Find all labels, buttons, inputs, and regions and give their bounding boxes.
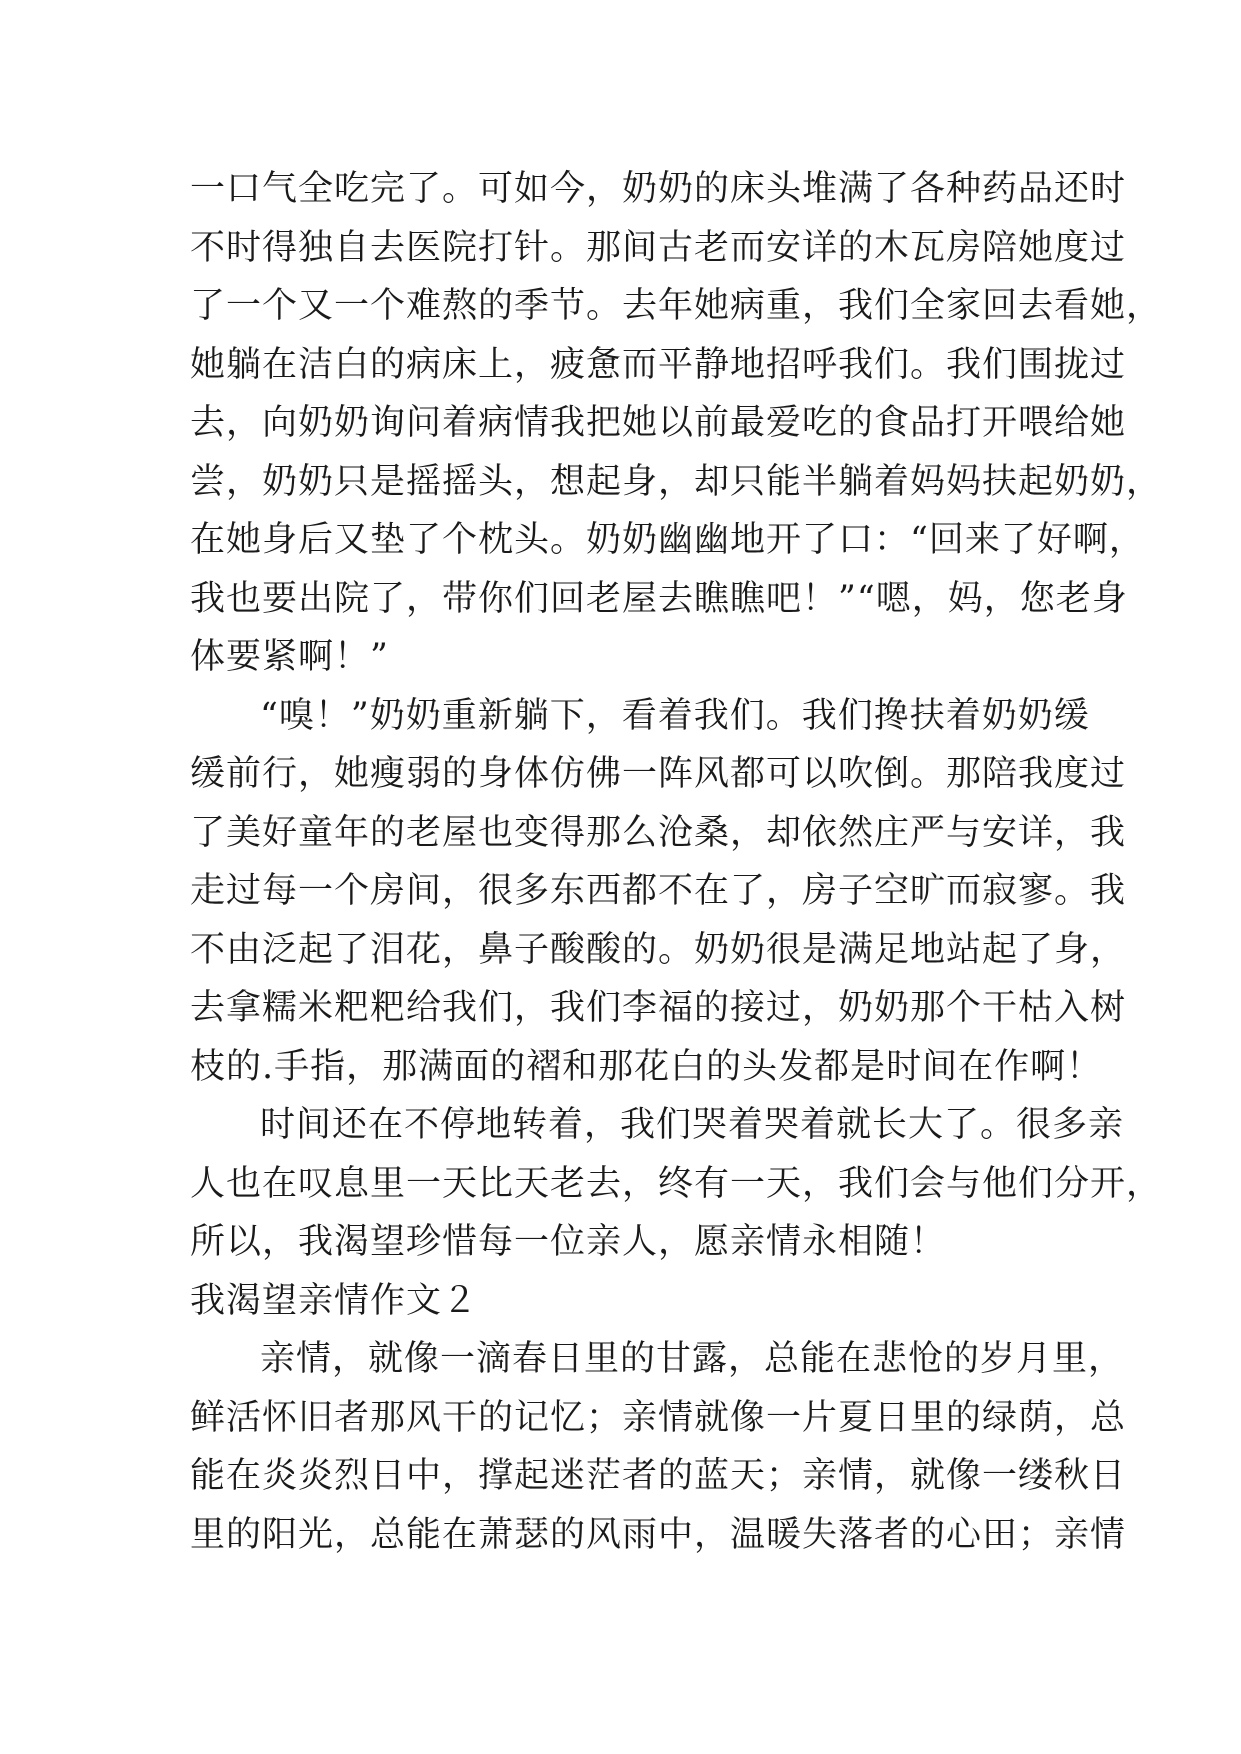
text-line: 走过每一个房间，很多东西都不在了，房子空旷而寂寥。我 [190,871,1127,911]
text-line: 了美好童年的老屋也变得那么沧桑，却依然庄严与安详，我 [190,812,1127,853]
text-line: 我也要出院了，带你们回老屋去瞧瞧吧！”“嗯，妈，您老身 [190,578,1128,619]
text-line: 里的阳光，总能在萧瑟的风雨中，温暖失落者的心田；亲情 [190,1514,1127,1555]
text-line: 不时得独自去医院打针。那间古老而安详的木瓦房陪她度过 [190,227,1127,268]
text-line: 一口气全吃完了。可如今，奶奶的床头堆满了各种药品还时 [190,169,1127,209]
text-line: 去，向奶奶询问着病情我把她以前最爱吃的食品打开喂给她 [190,403,1127,443]
text-line: 人也在叹息里一天比天老去，终有一天，我们会与他们分开， [190,1163,1163,1204]
section-heading: 我渴望亲情作文２ [190,1280,479,1321]
text-line: 她躺在洁白的病床上，疲惫而平静地招呼我们。我们围拢过 [190,344,1127,385]
text-line: 尝，奶奶只是摇摇头，想起身，却只能半躺着妈妈扶起奶奶， [190,461,1163,502]
text-line: 缓前行，她瘦弱的身体仿佛一阵风都可以吹倒。那陪我度过 [190,754,1127,794]
text-line: 了一个又一个难熬的季节。去年她病重，我们全家回去看她， [190,286,1163,326]
text-line: 鲜活怀旧者那风干的记忆；亲情就像一片夏日里的绿荫，总 [190,1397,1127,1438]
paragraph-first-line: “嗅！”奶奶重新躺下，看着我们。我们搀扶着奶奶缓 [260,695,1090,736]
text-line: 不由泛起了泪花，鼻子酸酸的。奶奶很是满足地站起了身， [190,929,1127,970]
text-line: 所以，我渴望珍惜每一位亲人，愿亲情永相随！ [190,1222,947,1262]
paragraph-first-line: 时间还在不停地转着，我们哭着哭着就长大了。很多亲 [260,1105,1125,1145]
text-line: 枝的.手指，那满面的褶和那花白的头发都是时间在作啊！ [190,1046,1103,1087]
text-line: 体要紧啊！” [190,637,389,677]
text-line: 去拿糯米粑粑给我们，我们李福的接过，奶奶那个干枯入树 [190,988,1127,1028]
text-line: 在她身后又垫了个枕头。奶奶幽幽地开了口：“回来了好啊， [190,520,1145,560]
document-body [190,160,1163,1564]
text-line: 能在炎炎烈日中，撑起迷茫者的蓝天；亲情，就像一缕秋日 [190,1456,1127,1496]
paragraph-first-line: 亲情，就像一滴春日里的甘露，总能在悲怆的岁月里， [260,1339,1125,1379]
